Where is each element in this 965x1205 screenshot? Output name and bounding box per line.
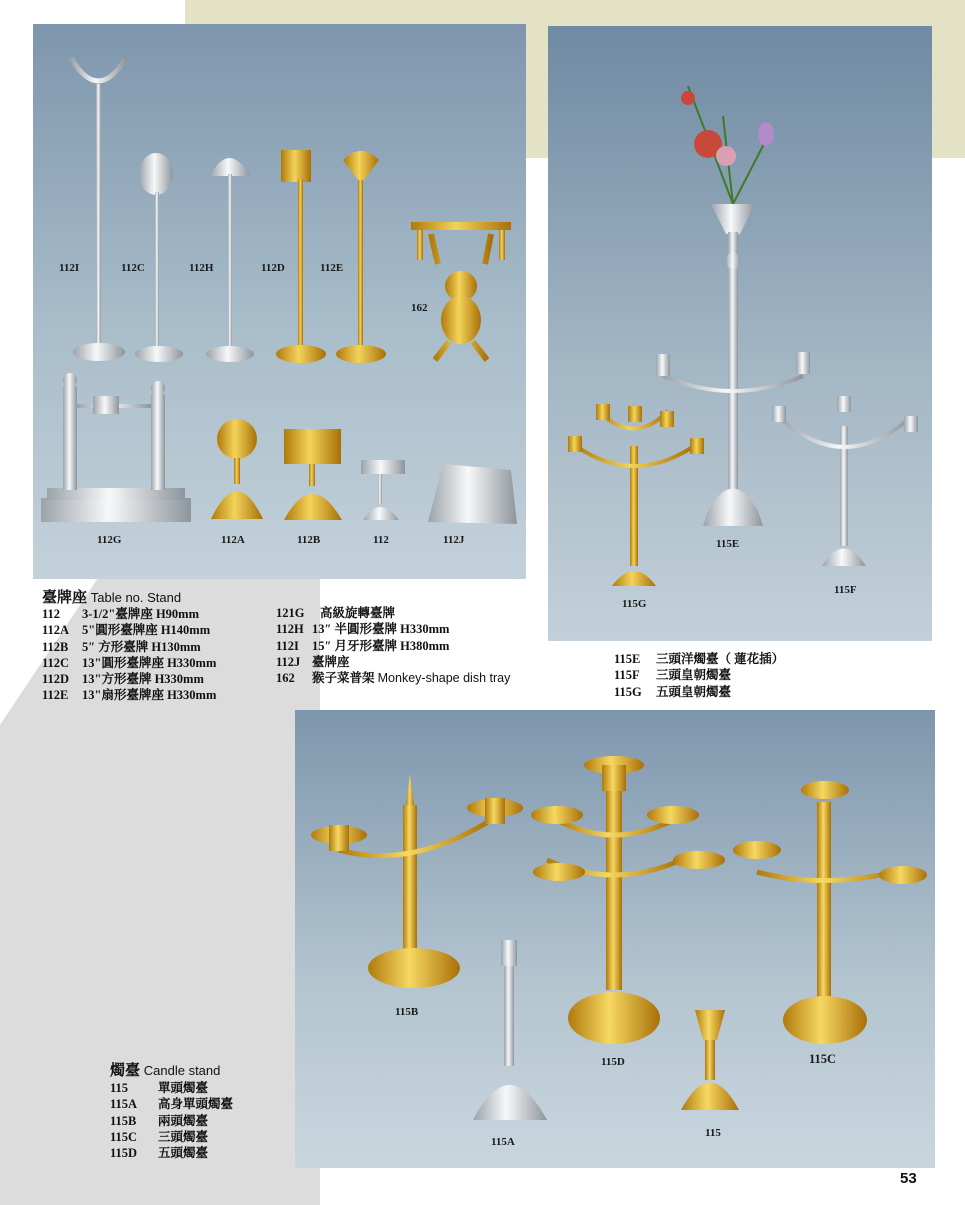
label-112A: 112A	[221, 534, 245, 546]
list-item: 115F 三頭皇朝燭臺	[614, 668, 732, 683]
label-115E: 115E	[716, 538, 740, 550]
table-stand-list-right	[276, 605, 510, 686]
label-112B: 112B	[297, 534, 321, 546]
list-item: 112A 5"圓形臺牌座 H140mm	[42, 623, 211, 638]
list-item: 112C 13"圓形臺牌座 H330mm	[42, 655, 217, 670]
label-112C: 112C	[121, 262, 145, 274]
list-item: 112 3-1/2"臺牌座 H90mm	[42, 607, 199, 621]
label-112H: 112H	[189, 262, 214, 274]
candelabra-list	[614, 651, 784, 700]
photo-candelabra	[548, 26, 932, 641]
label-115A: 115A	[491, 1136, 515, 1148]
table-stand-list-left	[42, 606, 216, 704]
photo-candle-stands	[295, 710, 935, 1168]
label-115G: 115G	[622, 598, 647, 610]
label-112I: 112I	[59, 262, 80, 274]
label-115D: 115D	[601, 1056, 625, 1068]
label-112E: 112E	[320, 262, 344, 274]
table-stand-heading	[42, 586, 181, 607]
photo-table-number-stands	[33, 24, 526, 579]
list-item: 115 單頭燭臺	[110, 1081, 209, 1095]
list-item: 115B 兩頭燭臺	[110, 1113, 209, 1128]
list-item: 112D 13"方形臺牌 H330mm	[42, 672, 204, 687]
candle-stand-heading	[110, 1059, 220, 1080]
list-item: 115E 三頭洋燭臺（ 蓮花插）	[614, 652, 785, 666]
label-112G: 112G	[97, 534, 122, 546]
label-115: 115	[705, 1127, 721, 1139]
candle-stand-title-en: Candle stand	[143, 1063, 221, 1078]
stands-illustration	[33, 24, 526, 579]
list-item: 115G 五頭皇朝燭臺	[614, 684, 732, 699]
candle-stand-title-cn: 燭臺	[110, 1063, 141, 1079]
candle-stand-list	[110, 1080, 233, 1161]
list-item: 162 猴子菜普架 Monkey-shape dish tray	[276, 671, 511, 686]
list-item: 112H 13″ 半圓形臺牌 H330mm	[276, 622, 450, 637]
label-115B: 115B	[395, 1006, 419, 1018]
label-112D: 112D	[261, 262, 285, 274]
label-112: 112	[373, 534, 389, 546]
candle-stands-illustration	[295, 710, 935, 1168]
list-item: 112I 15″ 月牙形臺牌 H380mm	[276, 638, 450, 653]
candelabra-illustration	[548, 26, 932, 641]
page-number: 53	[900, 1170, 917, 1187]
list-item: 112E 13"扇形臺牌座 H330mm	[42, 688, 217, 703]
label-115F: 115F	[834, 584, 857, 596]
list-item: 121G 高級旋轉臺牌	[276, 606, 396, 620]
list-item: 112B 5″ 方形臺牌 H130mm	[42, 639, 201, 654]
list-item: 112J 臺牌座	[276, 654, 350, 669]
label-112J: 112J	[443, 534, 465, 546]
label-115C: 115C	[809, 1052, 837, 1066]
table-stand-title-cn: 臺牌座	[42, 590, 88, 606]
label-162: 162	[411, 302, 428, 314]
list-item: 115A 高身單頭燭臺	[110, 1097, 234, 1112]
list-item: 115C 三頭燭臺	[110, 1129, 209, 1144]
list-item: 115D 五頭燭臺	[110, 1146, 209, 1161]
table-stand-title-en: Table no. Stand	[90, 590, 182, 605]
